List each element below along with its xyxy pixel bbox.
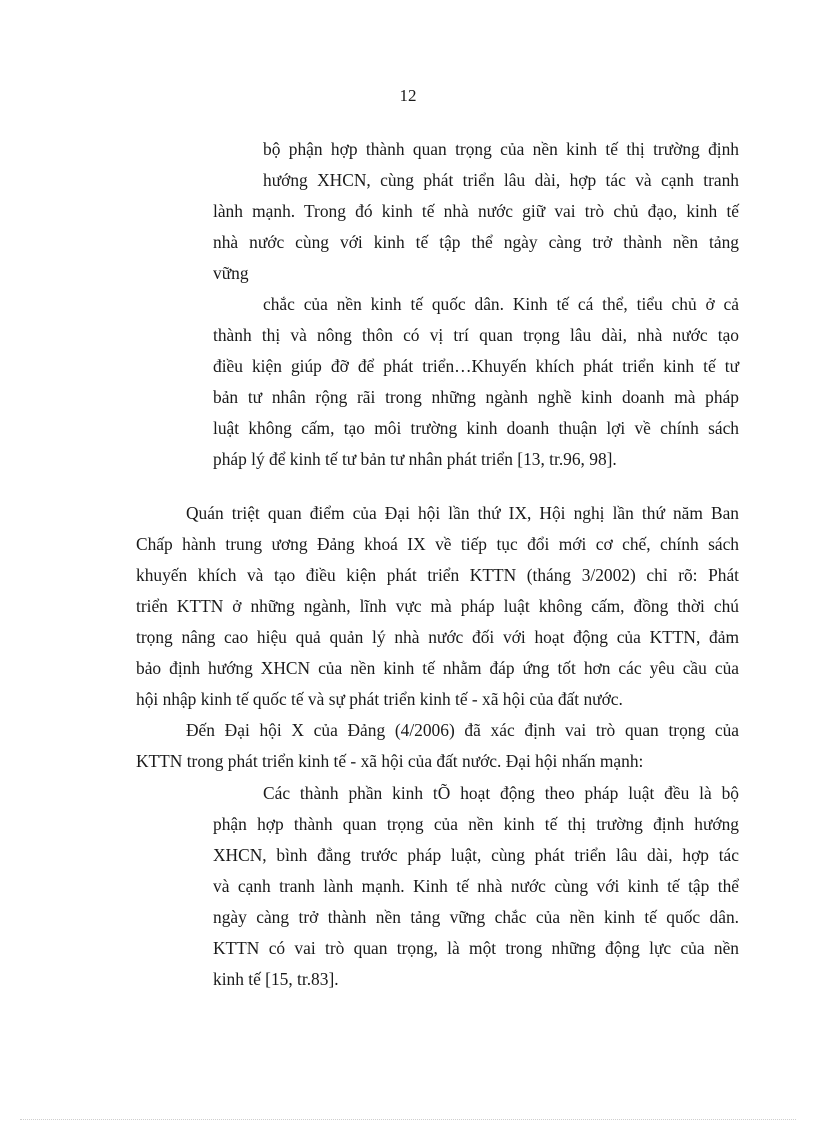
page-number: 12: [399, 86, 417, 105]
text-line: Đến Đại hội X của Đảng (4/2006) đã xác định vai trò quan trọng của: [186, 720, 739, 740]
text-line: điều kiện giúp đỡ để phát triển…Khuyến khích phát triển kinh tế tư: [213, 356, 739, 376]
text-line: Chấp hành trung ương Đảng khoá IX về tiếp tục đổi mới cơ chế, chính sách: [136, 534, 739, 554]
block-quote-1: [213, 134, 739, 475]
text-line: Các thành phần kinh tÕ hoạt động theo pháp luật đều là bộ: [263, 783, 739, 803]
text-line: chắc của nền kinh tế quốc dân. Kinh tế cá thể, tiểu chủ ở cả: [263, 294, 739, 314]
block-quote-2: [213, 778, 739, 995]
text-line: KTTN trong phát triển kinh tế - xã hội của đất nước. Đại hội nhấn mạnh:: [136, 751, 644, 771]
page-bottom-divider: [20, 1119, 796, 1120]
text-line: khuyến khích và tạo điều kiện phát triển KTTN (tháng 3/2002) chỉ rõ: Phát: [136, 565, 739, 585]
text-line: vững: [213, 263, 249, 283]
text-line: bộ phận hợp thành quan trọng của nền kinh tế thị trường định: [263, 139, 739, 159]
text-line: lành mạnh. Trong đó kinh tế nhà nước giữ vai trò chủ đạo, kinh tế: [213, 201, 739, 221]
text-line: XHCN, bình đẳng trước pháp luật, cùng phát triển lâu dài, hợp tác: [213, 845, 739, 865]
text-line: hướng XHCN, cùng phát triển lâu dài, hợp tác và cạnh tranh: [263, 170, 739, 190]
text-line: trọng nâng cao hiệu quả quản lý nhà nước đối với hoạt động của KTTN, đảm: [136, 627, 739, 647]
text-line: thành thị và nông thôn có vị trí quan trọng lâu dài, nhà nước tạo: [213, 325, 739, 345]
text-line: phận hợp thành quan trọng của nền kinh tế thị trường định hướng: [213, 814, 739, 834]
text-line: Quán triệt quan điểm của Đại hội lần thứ IX, Hội nghị lần thứ năm Ban: [186, 503, 739, 523]
text-line: hội nhập kinh tế quốc tế và sự phát triển kinh tế - xã hội của đất nước.: [136, 689, 623, 709]
text-line: triển KTTN ở những ngành, lĩnh vực mà pháp luật không cấm, đồng thời chú: [136, 596, 739, 616]
text-line: bản tư nhân rộng rãi trong những ngành nghề kinh doanh mà pháp: [213, 387, 739, 407]
text-line: nhà nước cùng với kinh tế tập thể ngày càng trở thành nền tảng: [213, 232, 739, 252]
text-line: pháp lý để kinh tế tư bản tư nhân phát triển [13, tr.96, 98].: [213, 449, 617, 469]
text-line: luật không cấm, tạo môi trường kinh doanh thuận lợi về chính sách: [213, 418, 739, 438]
text-line: ngày càng trở thành nền tảng vững chắc của nền kinh tế quốc dân.: [213, 907, 739, 927]
text-line: kinh tế [15, tr.83].: [213, 969, 339, 989]
paragraph-2: [136, 715, 739, 777]
text-line: bảo định hướng XHCN của nền kinh tế nhằm đáp ứng tốt hơn các yêu cầu của: [136, 658, 739, 678]
text-line: KTTN có vai trò quan trọng, là một trong những động lực của nền: [213, 938, 739, 958]
text-line: và cạnh tranh lành mạnh. Kinh tế nhà nước cùng với kinh tế tập thể: [213, 876, 739, 896]
paragraph-1: [136, 498, 739, 715]
